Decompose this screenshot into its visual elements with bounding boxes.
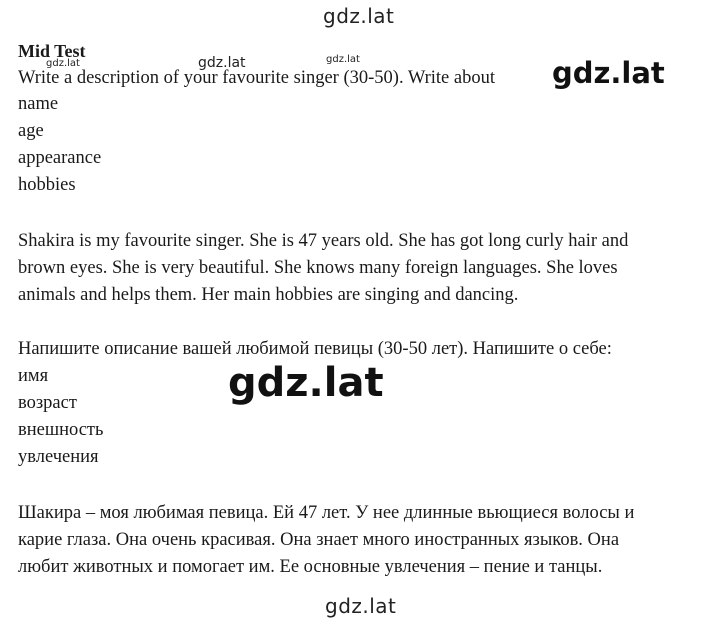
watermark-top: gdz.lat: [323, 4, 395, 28]
russian-task: Напишите описание вашей любимой певицы (30-50 лет). Напишите о себе:: [18, 339, 612, 359]
english-answer-line: brown eyes. She is very beautiful. She knows many foreign languages. She loves: [18, 258, 618, 278]
english-point-hobbies: hobbies: [18, 175, 76, 195]
russian-point-name: имя: [18, 366, 49, 386]
watermark-small-1: gdz.lat: [46, 58, 80, 69]
watermark-bottom: gdz.lat: [325, 594, 397, 618]
russian-point-age: возраст: [18, 393, 77, 413]
russian-answer-line: Шакира – моя любимая певица. Ей 47 лет. У нее длинные вьющиеся волосы и: [18, 503, 635, 523]
russian-answer-line: любит животных и помогает им. Ее основные увлечения – пение и танцы.: [18, 557, 603, 577]
english-point-name: name: [18, 94, 59, 114]
watermark-small-2: gdz.lat: [198, 55, 246, 71]
english-task: Write a description of your favourite singer (30-50). Write about: [18, 68, 495, 88]
english-point-age: age: [18, 121, 44, 141]
page-title: Mid Test: [18, 41, 86, 61]
watermark-small-3: gdz.lat: [326, 54, 360, 65]
english-point-appearance: appearance: [18, 148, 102, 168]
russian-answer-line: карие глаза. Она очень красивая. Она знает много иностранных языков. Она: [18, 530, 620, 550]
english-answer-line: Shakira is my favourite singer. She is 47 years old. She has got long curly hair and: [18, 231, 629, 251]
watermark-center: gdz.lat: [228, 360, 384, 406]
english-answer-line: animals and helps them. Her main hobbies are singing and dancing.: [18, 285, 519, 305]
russian-point-appearance: внешность: [18, 420, 104, 440]
russian-point-hobbies: увлечения: [18, 447, 99, 467]
watermark-large-right: gdz.lat: [552, 56, 665, 90]
